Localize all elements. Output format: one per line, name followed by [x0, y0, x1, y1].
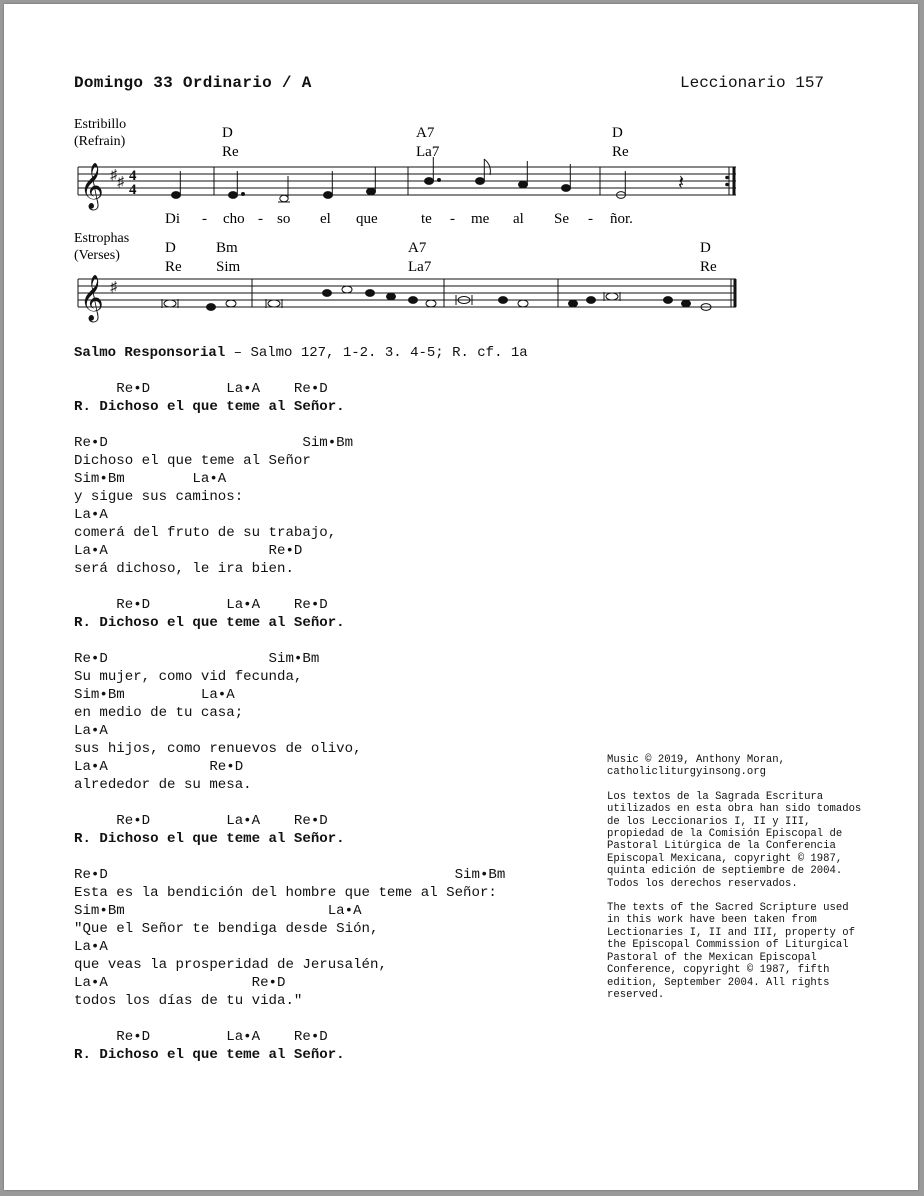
psalm-line: alrededor de su mesa. [74, 777, 252, 793]
svg-text:so: so [277, 211, 291, 227]
treble-clef-icon: 𝄞 [80, 163, 104, 208]
english-copyright: The texts of the Sacred Scripture used in this work have been taken from Lectionaries I, II and III, property of the Episcopal Commission of Liturgical Pastoral of the Mexican Episcopal Conference, copyright © 1987, fifth edition, September 2004. All rights reserved. [607, 902, 855, 1001]
psalm-line: La•A [74, 507, 108, 523]
psalm-line: Su mujer, como vid fecunda, [74, 669, 303, 685]
svg-text:-: - [588, 211, 593, 227]
treble-clef-icon: 𝄞 [80, 275, 104, 320]
lectionary-number: Leccionario 157 [680, 74, 825, 92]
spanish-copyright: Los textos de la Sagrada Escritura utilizados en esta obra han sido tomados de los Leccionarios I, II y III, propiedad de la Comisión Episcopal de Pastoral Litúrgica de la Conferencia Episcopal Mexicana, copyright © 1987, quinta edición de septiembre de 2004. Todos los derechos reservados. [607, 790, 862, 890]
page [4, 4, 918, 1190]
svg-text:me: me [471, 211, 490, 227]
psalm-line: comerá del fruto de su trabajo, [74, 525, 337, 541]
psalm-heading [74, 345, 528, 361]
svg-text:♯: ♯ [110, 168, 117, 183]
chord-es: Re [700, 259, 717, 275]
verses-label-en: (Verses) [74, 248, 120, 263]
svg-text:ñor.: ñor. [610, 211, 633, 227]
blank-line [74, 848, 505, 866]
chord-en: D [612, 125, 623, 141]
psalm-line: Re•D Sim•Bm [74, 435, 354, 451]
svg-text:que: que [356, 211, 378, 227]
chord-en: D [165, 240, 176, 256]
svg-text:Di: Di [165, 211, 180, 227]
psalm-text [74, 380, 505, 1064]
svg-text:cho: cho [223, 211, 245, 227]
svg-text:4: 4 [129, 182, 137, 198]
refrain-staff [78, 167, 736, 195]
psalm-line: Re•D La•A Re•D [74, 597, 328, 613]
psalm-reference: – Salmo 127, 1-2. 3. 4-5; R. cf. 1a [225, 345, 528, 361]
psalm-line: La•A [74, 723, 108, 739]
chord-es: Re [165, 259, 182, 275]
svg-text:♯: ♯ [117, 175, 124, 190]
svg-text:al: al [513, 211, 524, 227]
psalm-line: Dichoso el que teme al Señor [74, 453, 311, 469]
chord-en: A7 [408, 240, 427, 256]
svg-text:te: te [421, 211, 432, 227]
psalm-line: Sim•Bm La•A [74, 687, 235, 703]
psalm-line: todos los días de tu vida." [74, 993, 303, 1009]
refrain-label: Estribillo [74, 117, 127, 132]
chord-en: Bm [216, 240, 238, 256]
chord-en: A7 [416, 125, 435, 141]
svg-text:-: - [258, 211, 263, 227]
psalm-line: sus hijos, como renuevos de olivo, [74, 741, 362, 757]
svg-text:♯: ♯ [110, 280, 117, 295]
blank-line [74, 632, 505, 650]
response-line: R. Dichoso el que teme al Señor. [74, 615, 345, 631]
response-line: R. Dichoso el que teme al Señor. [74, 1047, 345, 1063]
refrain-notation [80, 157, 729, 211]
svg-text:-: - [450, 211, 455, 227]
psalm-line: La•A Re•D [74, 543, 303, 559]
psalm-line: Re•D La•A Re•D [74, 1029, 328, 1045]
chord-es: La7 [416, 144, 440, 160]
svg-text:𝄽: 𝄽 [678, 172, 685, 194]
verses-label: Estrophas [74, 231, 130, 246]
page-title: Domingo 33 Ordinario / A [74, 74, 312, 92]
response-line: R. Dichoso el que teme al Señor. [74, 831, 345, 847]
psalm-line: Re•D Sim•Bm [74, 651, 320, 667]
verses-staff [78, 279, 736, 307]
refrain-lyrics [165, 211, 633, 227]
refrain-label-en: (Refrain) [74, 134, 126, 149]
chord-es: La7 [408, 259, 432, 275]
chord-en: D [700, 240, 711, 256]
svg-text:Se: Se [554, 211, 569, 227]
verses-notation [80, 275, 711, 323]
svg-text:el: el [320, 211, 331, 227]
blank-line [74, 1010, 505, 1028]
psalm-line: que veas la prosperidad de Jerusalén, [74, 957, 387, 973]
blank-line [74, 416, 505, 434]
psalm-line: "Que el Señor te bendiga desde Sión, [74, 921, 379, 937]
chord-es: Re [612, 144, 629, 160]
chord-es: Re [222, 144, 239, 160]
psalm-line: Esta es la bendición del hombre que teme al Señor: [74, 885, 497, 901]
psalm-line: Sim•Bm La•A [74, 903, 362, 919]
psalm-line: Re•D Sim•Bm [74, 867, 506, 883]
psalm-line: Re•D La•A Re•D [74, 381, 328, 397]
psalm-line: en medio de tu casa; [74, 705, 244, 721]
psalm-line: Re•D La•A Re•D [74, 813, 328, 829]
psalm-line: y sigue sus caminos: [74, 489, 244, 505]
psalm-line: Sim•Bm La•A [74, 471, 227, 487]
music-copyright: Music © 2019, Anthony Moran, catholicliturgyinsong.org [607, 754, 786, 779]
blank-line [74, 578, 505, 596]
svg-text:-: - [202, 211, 207, 227]
psalm-line: La•A [74, 939, 108, 955]
sheet-music [72, 109, 752, 329]
response-line: R. Dichoso el que teme al Señor. [74, 399, 345, 415]
credits [607, 754, 867, 1013]
psalm-line: La•A Re•D [74, 759, 244, 775]
svg-text:4: 4 [129, 168, 137, 184]
psalm-line: La•A Re•D [74, 975, 286, 991]
psalm-line: será dichoso, le ira bien. [74, 561, 294, 577]
chord-en: D [222, 125, 233, 141]
blank-line [74, 794, 505, 812]
chord-es: Sim [216, 259, 241, 275]
psalm-title: Salmo Responsorial [74, 345, 226, 361]
